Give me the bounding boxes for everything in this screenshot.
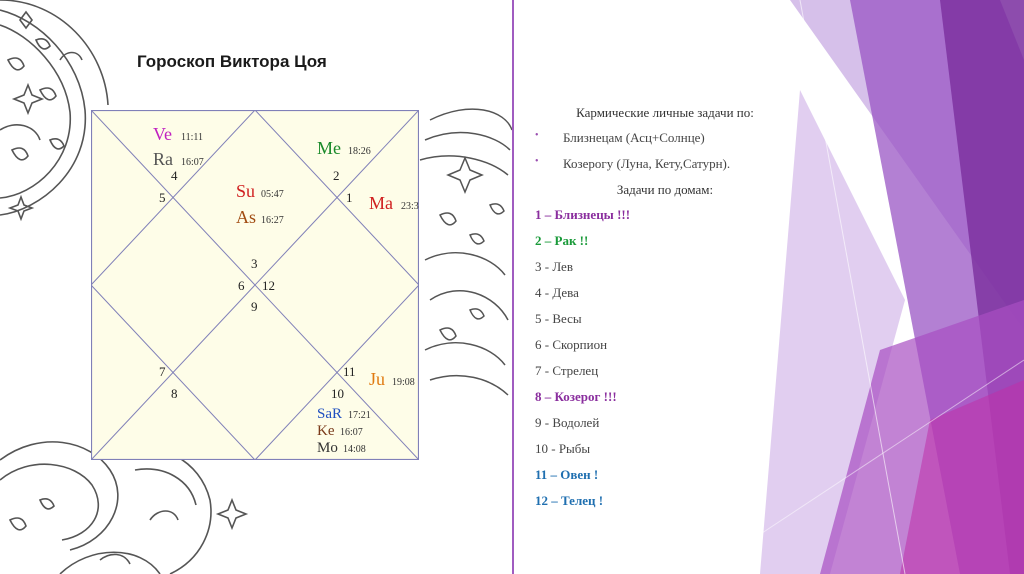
house-number-11: 11 [343, 364, 356, 379]
bullet-icon: • [535, 130, 539, 141]
vertical-divider [512, 0, 514, 574]
planet-ju-degree: 19:08 [392, 377, 415, 388]
planet-mo: Mo [317, 440, 338, 456]
house-task-item: 8 – Козерог !!! [535, 389, 617, 404]
house-task-item: 6 - Скорпион [535, 337, 608, 352]
house-number-4: 4 [171, 168, 178, 183]
house-number-9: 9 [251, 299, 258, 314]
planet-as: As [236, 207, 257, 227]
planet-sar-degree: 17:21 [348, 410, 371, 421]
planet-me: Me [317, 138, 341, 158]
planet-me-degree: 18:26 [348, 146, 371, 157]
house-task-item: 1 – Близнецы !!! [535, 207, 631, 222]
planet-as-degree: 16:27 [261, 215, 284, 226]
planet-ve-degree: 11:11 [181, 132, 204, 143]
planet-mo-degree: 14:08 [343, 444, 366, 455]
bullet-icon: • [535, 156, 539, 167]
slide-title: Гороскоп Виктора Цоя [137, 52, 327, 71]
house-number-1: 1 [346, 190, 353, 205]
house-task-item: 9 - Водолей [535, 415, 600, 430]
house-task-item: 12 – Телец ! [535, 493, 604, 508]
house-number-3: 3 [251, 256, 258, 271]
planet-ju: Ju [369, 369, 386, 389]
house-task-item: 2 – Рак !! [535, 233, 589, 248]
house-task-item: 5 - Весы [535, 311, 582, 326]
karmic-task-text: Близнецам (Асц+Солнце) [563, 130, 705, 145]
house-number-12: 12 [262, 278, 275, 293]
planet-su-degree: 05:47 [261, 189, 284, 200]
planet-ra: Ra [153, 149, 173, 169]
house-number-6: 6 [238, 278, 245, 293]
karmic-tasks-panel [535, 105, 795, 519]
planet-ma-degree: 23:3 [401, 201, 419, 212]
house-task-item: 10 - Рыбы [535, 441, 591, 456]
planet-ra-degree: 16:07 [181, 157, 204, 168]
karmic-task-item [535, 130, 795, 146]
house-task-item: 4 - Дева [535, 285, 579, 300]
karmic-task-text: Козерогу (Луна, Кету,Сатурн). [563, 156, 731, 171]
house-number-8: 8 [171, 386, 178, 401]
houses-heading: Задачи по домам: [616, 182, 714, 197]
house-task-item: 7 - Стрелец [535, 363, 599, 378]
houses-list [535, 207, 795, 510]
planet-ke: Ke [317, 423, 335, 439]
house-number-2: 2 [333, 168, 340, 183]
planet-su: Su [236, 181, 256, 201]
horoscope-chart [91, 110, 419, 460]
karmic-tasks-heading: Кармические личные задачи по: [576, 105, 754, 120]
planet-ve: Ve [153, 124, 172, 144]
house-number-5: 5 [159, 190, 166, 205]
planet-ke-degree: 16:07 [340, 427, 363, 438]
planet-sar: SaR [317, 406, 343, 422]
house-number-10: 10 [331, 386, 344, 401]
planet-ma: Ma [369, 193, 393, 213]
house-number-7: 7 [159, 364, 166, 379]
karmic-task-item [535, 156, 795, 172]
house-task-item: 11 – Овен ! [535, 467, 599, 482]
house-task-item: 3 - Лев [535, 259, 573, 274]
